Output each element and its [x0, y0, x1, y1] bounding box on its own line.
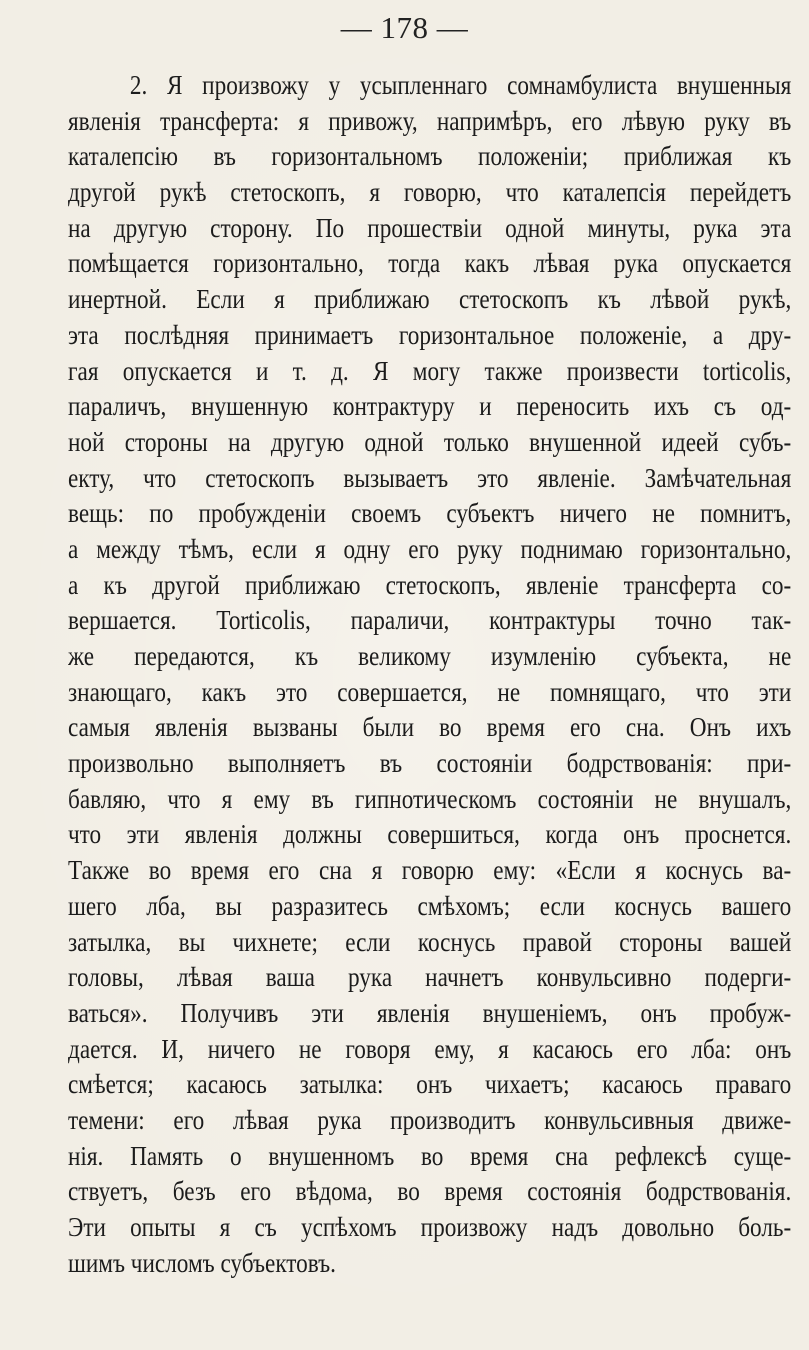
text-line: ствуетъ, безъ его вѣдома, во время состоянія бодрствованія. [68, 1176, 792, 1207]
text-line: а къ другой приближаю стетоскопъ, явленіе трансферта со- [68, 569, 792, 600]
text-line: темени: его лѣвая рука производитъ конвульсивныя движе- [68, 1104, 792, 1135]
text-line: на другую сторону. По прошествіи одной минуты, рука эта [68, 212, 792, 243]
text-line: произвольно выполняетъ въ состояніи бодрствованія: при- [68, 748, 792, 779]
text-line: 2. Я произвожу у усыпленнаго сомнамбулиста внушенныя [129, 70, 792, 100]
text-line: явленія трансферта: я привожу, напримѣръ, его лѣвую руку въ [68, 105, 792, 136]
text-line: а между тѣмъ, если я одну его руку поднимаю горизонтально, [68, 533, 792, 564]
text-line: Также во время его сна я говорю ему: «Если я коснусь ва- [68, 855, 792, 886]
text-line: смѣется; касаюсь затылка: онъ чихаетъ; касаюсь праваго [68, 1069, 792, 1100]
text-line: что эти явленія должны совершиться, когда онъ проснется. [68, 819, 792, 850]
text-line: эта послѣдняя принимаетъ горизонтальное положеніе, а дру- [68, 319, 792, 350]
text-line: ваться». Получивъ эти явленія внушеніемъ, онъ пробуж- [68, 997, 792, 1028]
text-line: вещь: по пробужденіи своемъ субъектъ ничего не помнитъ, [68, 498, 792, 529]
text-line: знающаго, какъ это совершается, не помнящаго, что эти [68, 676, 792, 707]
body-text [68, 68, 792, 1281]
text-line: другой рукѣ стетоскопъ, я говорю, что каталепсія перейдетъ [68, 177, 792, 208]
text-line: инертной. Если я приближаю стетоскопъ къ лѣвой рукѣ, [68, 284, 792, 315]
text-line: бавляю, что я ему въ гипнотическомъ состояніи не внушалъ, [68, 783, 792, 814]
text-line: параличъ, внушенную контрактуру и переносить ихъ съ од- [68, 391, 792, 422]
text-line: гая опускается и т. д. Я могу также произвести torticolis, [68, 355, 792, 386]
text-line: самыя явленія вызваны были во время его сна. Онъ ихъ [68, 712, 792, 743]
text-line: каталепсію въ горизонтальномъ положеніи; приближая къ [68, 141, 792, 172]
text-line: шего лба, вы разразитесь смѣхомъ; если коснусь вашего [68, 890, 792, 921]
text-line: шимъ числомъ субъектовъ. [68, 1247, 336, 1278]
text-line: помѣщается горизонтально, тогда какъ лѣвая рука опускается [68, 248, 792, 279]
text-line: дается. И, ничего не говоря ему, я касаюсь его лба: онъ [68, 1033, 792, 1064]
text-line: вершается. Torticolis, параличи, контрактуры точно так- [68, 605, 792, 636]
text-line: ной стороны на другую одной только внушенной идеей субъ- [68, 426, 792, 457]
text-line: же передаются, къ великому изумленію субъекта, не [68, 641, 792, 671]
text-line: головы, лѣвая ваша рука начнетъ конвульсивно подерги- [68, 962, 792, 993]
text-line: екту, что стетоскопъ вызываетъ это явленіе. Замѣчательная [68, 462, 792, 493]
text-line: Эти опыты я съ успѣхомъ произвожу надъ довольно боль- [68, 1212, 792, 1242]
page-number: — 178 — [340, 10, 469, 45]
text-line: затылка, вы чихнете; если коснусь правой стороны вашей [68, 926, 792, 957]
text-line: нія. Память о внушенномъ во время сна рефлексѣ суще- [68, 1140, 792, 1171]
